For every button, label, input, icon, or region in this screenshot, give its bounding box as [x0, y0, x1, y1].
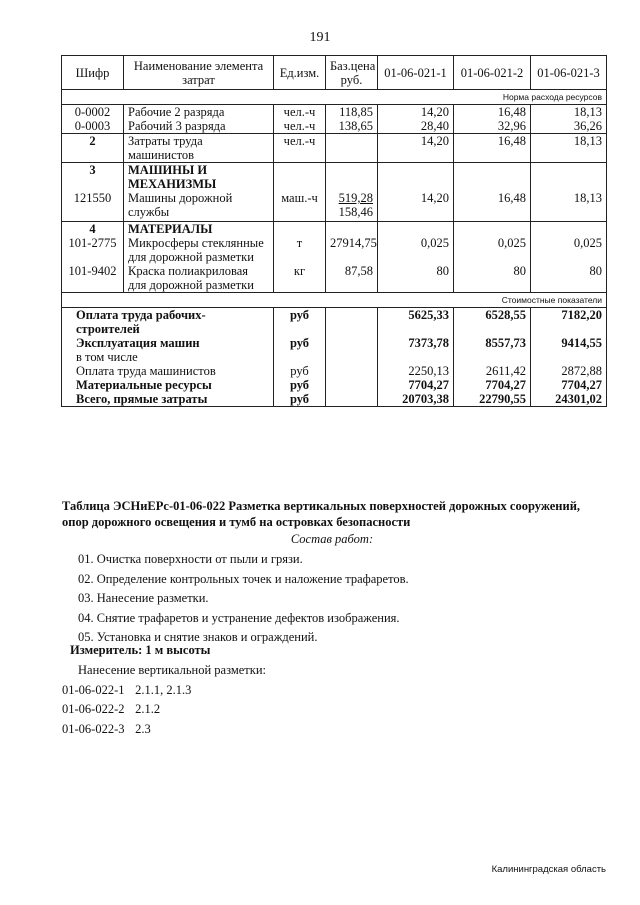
list-item: 02. Определение контрольных точек и наложение трафаретов. — [78, 571, 409, 586]
cell-price — [326, 134, 378, 163]
price-value: 138,65 — [338, 119, 373, 133]
table-caption: Таблица ЭСНиЕРс-01-06-022 Разметка вертикальных поверхностей дорожных сооружений, опор дорожного освещения и тумб на островках безопасности — [62, 499, 581, 529]
cell-unit: чел.-ч — [274, 105, 326, 120]
list-item — [62, 700, 602, 720]
cell-col-1: 2250,13 — [378, 364, 454, 378]
cell-name: Микросферы стеклянные для дорожной разметки — [124, 236, 274, 264]
price-value-2: 158,46 — [338, 205, 373, 219]
cell-col-3: 18,13 — [531, 191, 607, 221]
cell-col-2: 8557,73 — [454, 336, 531, 350]
price-value: 118,85 — [339, 105, 373, 119]
cell-price — [326, 221, 378, 236]
cell-code: 101-2775 — [62, 236, 124, 264]
norm-note: Норма расхода ресурсов — [62, 90, 607, 105]
list-item — [62, 681, 602, 701]
cell-col-2: 2611,42 — [454, 364, 531, 378]
cell-name: Всего, прямые затраты — [62, 392, 274, 407]
cell-col-1: 28,40 — [378, 119, 454, 134]
apply-ref: 2.1.2 — [135, 702, 161, 716]
table-row — [62, 378, 607, 392]
cell-col-3: 18,13 — [531, 105, 607, 120]
cell-col-1 — [378, 221, 454, 236]
list-item — [62, 720, 602, 740]
cell-price — [326, 336, 378, 350]
cell-col-3 — [531, 221, 607, 236]
cell-name: Машины дорожной службы — [124, 191, 274, 221]
cell-name: Затраты труда машинистов — [124, 134, 274, 163]
cell-col-2 — [454, 163, 531, 192]
cell-price — [326, 307, 378, 336]
cell-unit: руб — [274, 364, 326, 378]
table-header-row — [62, 56, 607, 90]
price-value: 27914,75 — [330, 235, 377, 250]
cell-code: 101-9402 — [62, 264, 124, 293]
cell-code: 0-0003 — [62, 119, 124, 134]
header-col-3: 01-06-021-3 — [531, 56, 607, 90]
table-row — [62, 307, 607, 336]
header-col-2: 01-06-021-2 — [454, 56, 531, 90]
cell-code: 3 — [62, 163, 124, 192]
apply-ref: 2.1.1, 2.1.3 — [135, 682, 192, 697]
meter-line: Измеритель: 1 м высоты — [70, 643, 211, 657]
cell-price — [326, 191, 378, 221]
header-price: Баз.цена руб. — [326, 56, 378, 90]
apply-code: 01-06-022-1 — [62, 682, 125, 697]
cell-col-2: 80 — [454, 264, 531, 293]
cell-col-3: 0,025 — [531, 236, 607, 264]
cell-col-2: 6528,55 — [454, 307, 531, 336]
cell-col-3: 80 — [531, 264, 607, 293]
cell-col-1: 5625,33 — [378, 307, 454, 336]
cell-name: Краска полиакриловая для дорожной разметки — [124, 264, 274, 293]
list-item: 03. Нанесение разметки. — [78, 591, 209, 605]
norm-note-row — [62, 90, 607, 105]
cell-col-1 — [378, 350, 454, 364]
cell-price — [326, 264, 378, 293]
cell-name: Материальные ресурсы — [62, 378, 274, 392]
cell-name: Оплата труда рабочих-строителей — [62, 307, 274, 336]
cell-price — [326, 236, 378, 264]
table-row — [62, 350, 607, 364]
cell-name: Оплата труда машинистов — [62, 364, 274, 378]
table-row — [62, 105, 607, 120]
table-row — [62, 392, 607, 407]
cell-unit — [274, 350, 326, 364]
cell-col-2 — [454, 221, 531, 236]
cell-col-1 — [378, 163, 454, 192]
cell-unit — [274, 221, 326, 236]
cell-price — [326, 350, 378, 364]
application-list — [62, 661, 602, 739]
cell-code: 2 — [62, 134, 124, 163]
cell-unit: чел.-ч — [274, 119, 326, 134]
work-steps — [62, 550, 602, 648]
cell-col-3: 7182,20 — [531, 307, 607, 336]
cell-price — [326, 378, 378, 392]
table-row — [62, 134, 607, 163]
cell-name: МАТЕРИАЛЫ — [124, 221, 274, 236]
cell-col-1: 14,20 — [378, 105, 454, 120]
composition-title: Состав работ: — [290, 532, 374, 546]
list-item: 01. Очистка поверхности от пыли и грязи. — [78, 552, 303, 566]
cell-col-3 — [531, 350, 607, 364]
cell-name: Эксплуатация машин — [62, 336, 274, 350]
cell-name: в том числе — [62, 350, 274, 364]
cell-col-3: 36,26 — [531, 119, 607, 134]
apply-code: 01-06-022-3 — [62, 721, 125, 736]
apply-title: Нанесение вертикальной разметки: — [78, 663, 266, 677]
cell-col-2: 16,48 — [454, 105, 531, 120]
table-row — [62, 236, 607, 264]
cell-name: МАШИНЫ И МЕХАНИЗМЫ — [124, 163, 274, 192]
header-col-1: 01-06-021-1 — [378, 56, 454, 90]
header-name: Наименование элемента затрат — [124, 56, 274, 90]
cell-unit: чел.-ч — [274, 134, 326, 163]
table-row — [62, 191, 607, 221]
cell-col-3: 24301,02 — [531, 392, 607, 407]
list-item: 04. Снятие трафаретов и устранение дефектов изображения. — [78, 610, 400, 625]
cell-col-3: 2872,88 — [531, 364, 607, 378]
table-row — [62, 264, 607, 293]
table-row — [62, 163, 607, 192]
footer-region: Калининградская область — [491, 864, 606, 875]
cell-unit: руб — [274, 378, 326, 392]
cell-col-1: 20703,38 — [378, 392, 454, 407]
cell-col-1: 7373,78 — [378, 336, 454, 350]
cell-col-1: 14,20 — [378, 191, 454, 221]
cell-code: 121550 — [62, 191, 124, 221]
cell-col-2: 16,48 — [454, 134, 531, 163]
cell-code: 0-0002 — [62, 105, 124, 120]
cell-name: Рабочий 3 разряда — [124, 119, 274, 134]
cell-unit: руб — [274, 307, 326, 336]
cell-price — [326, 392, 378, 407]
cost-note: Стоимостные показатели — [62, 292, 607, 307]
page-number: 191 — [309, 30, 331, 45]
cost-note-row — [62, 292, 607, 307]
cell-col-1: 80 — [378, 264, 454, 293]
cell-col-3: 7704,27 — [531, 378, 607, 392]
cell-unit: кг — [274, 264, 326, 293]
table-row — [62, 336, 607, 350]
cell-unit — [274, 163, 326, 192]
price-value: 87,58 — [344, 263, 373, 278]
cell-col-2: 32,96 — [454, 119, 531, 134]
cell-col-2: 7704,27 — [454, 378, 531, 392]
cell-col-2: 22790,55 — [454, 392, 531, 407]
table-row — [62, 221, 607, 236]
table-row — [62, 364, 607, 378]
header-unit: Ед.изм. — [274, 56, 326, 90]
cell-unit: руб — [274, 336, 326, 350]
cell-col-1: 0,025 — [378, 236, 454, 264]
cell-price — [326, 105, 378, 120]
cell-col-2: 16,48 — [454, 191, 531, 221]
cell-code: 4 — [62, 221, 124, 236]
cell-unit: т — [274, 236, 326, 264]
cell-unit: руб — [274, 392, 326, 407]
apply-ref: 2.3 — [135, 721, 151, 736]
resource-table — [61, 55, 607, 407]
cell-unit: маш.-ч — [274, 191, 326, 221]
cell-col-2: 0,025 — [454, 236, 531, 264]
cell-col-3: 18,13 — [531, 134, 607, 163]
cell-col-2 — [454, 350, 531, 364]
cell-price — [326, 364, 378, 378]
apply-code: 01-06-022-2 — [62, 702, 125, 716]
cell-price — [326, 119, 378, 134]
cell-price — [326, 163, 378, 192]
header-code: Шифр — [62, 56, 124, 90]
cell-col-3 — [531, 163, 607, 192]
table-row — [62, 119, 607, 134]
cell-col-3: 9414,55 — [531, 336, 607, 350]
price-value: 519,28 — [338, 191, 373, 205]
list-item: 05. Установка и снятие знаков и ограждений. — [78, 630, 318, 644]
cell-name: Рабочие 2 разряда — [124, 105, 274, 120]
cell-col-1: 14,20 — [378, 134, 454, 163]
cell-col-1: 7704,27 — [378, 378, 454, 392]
